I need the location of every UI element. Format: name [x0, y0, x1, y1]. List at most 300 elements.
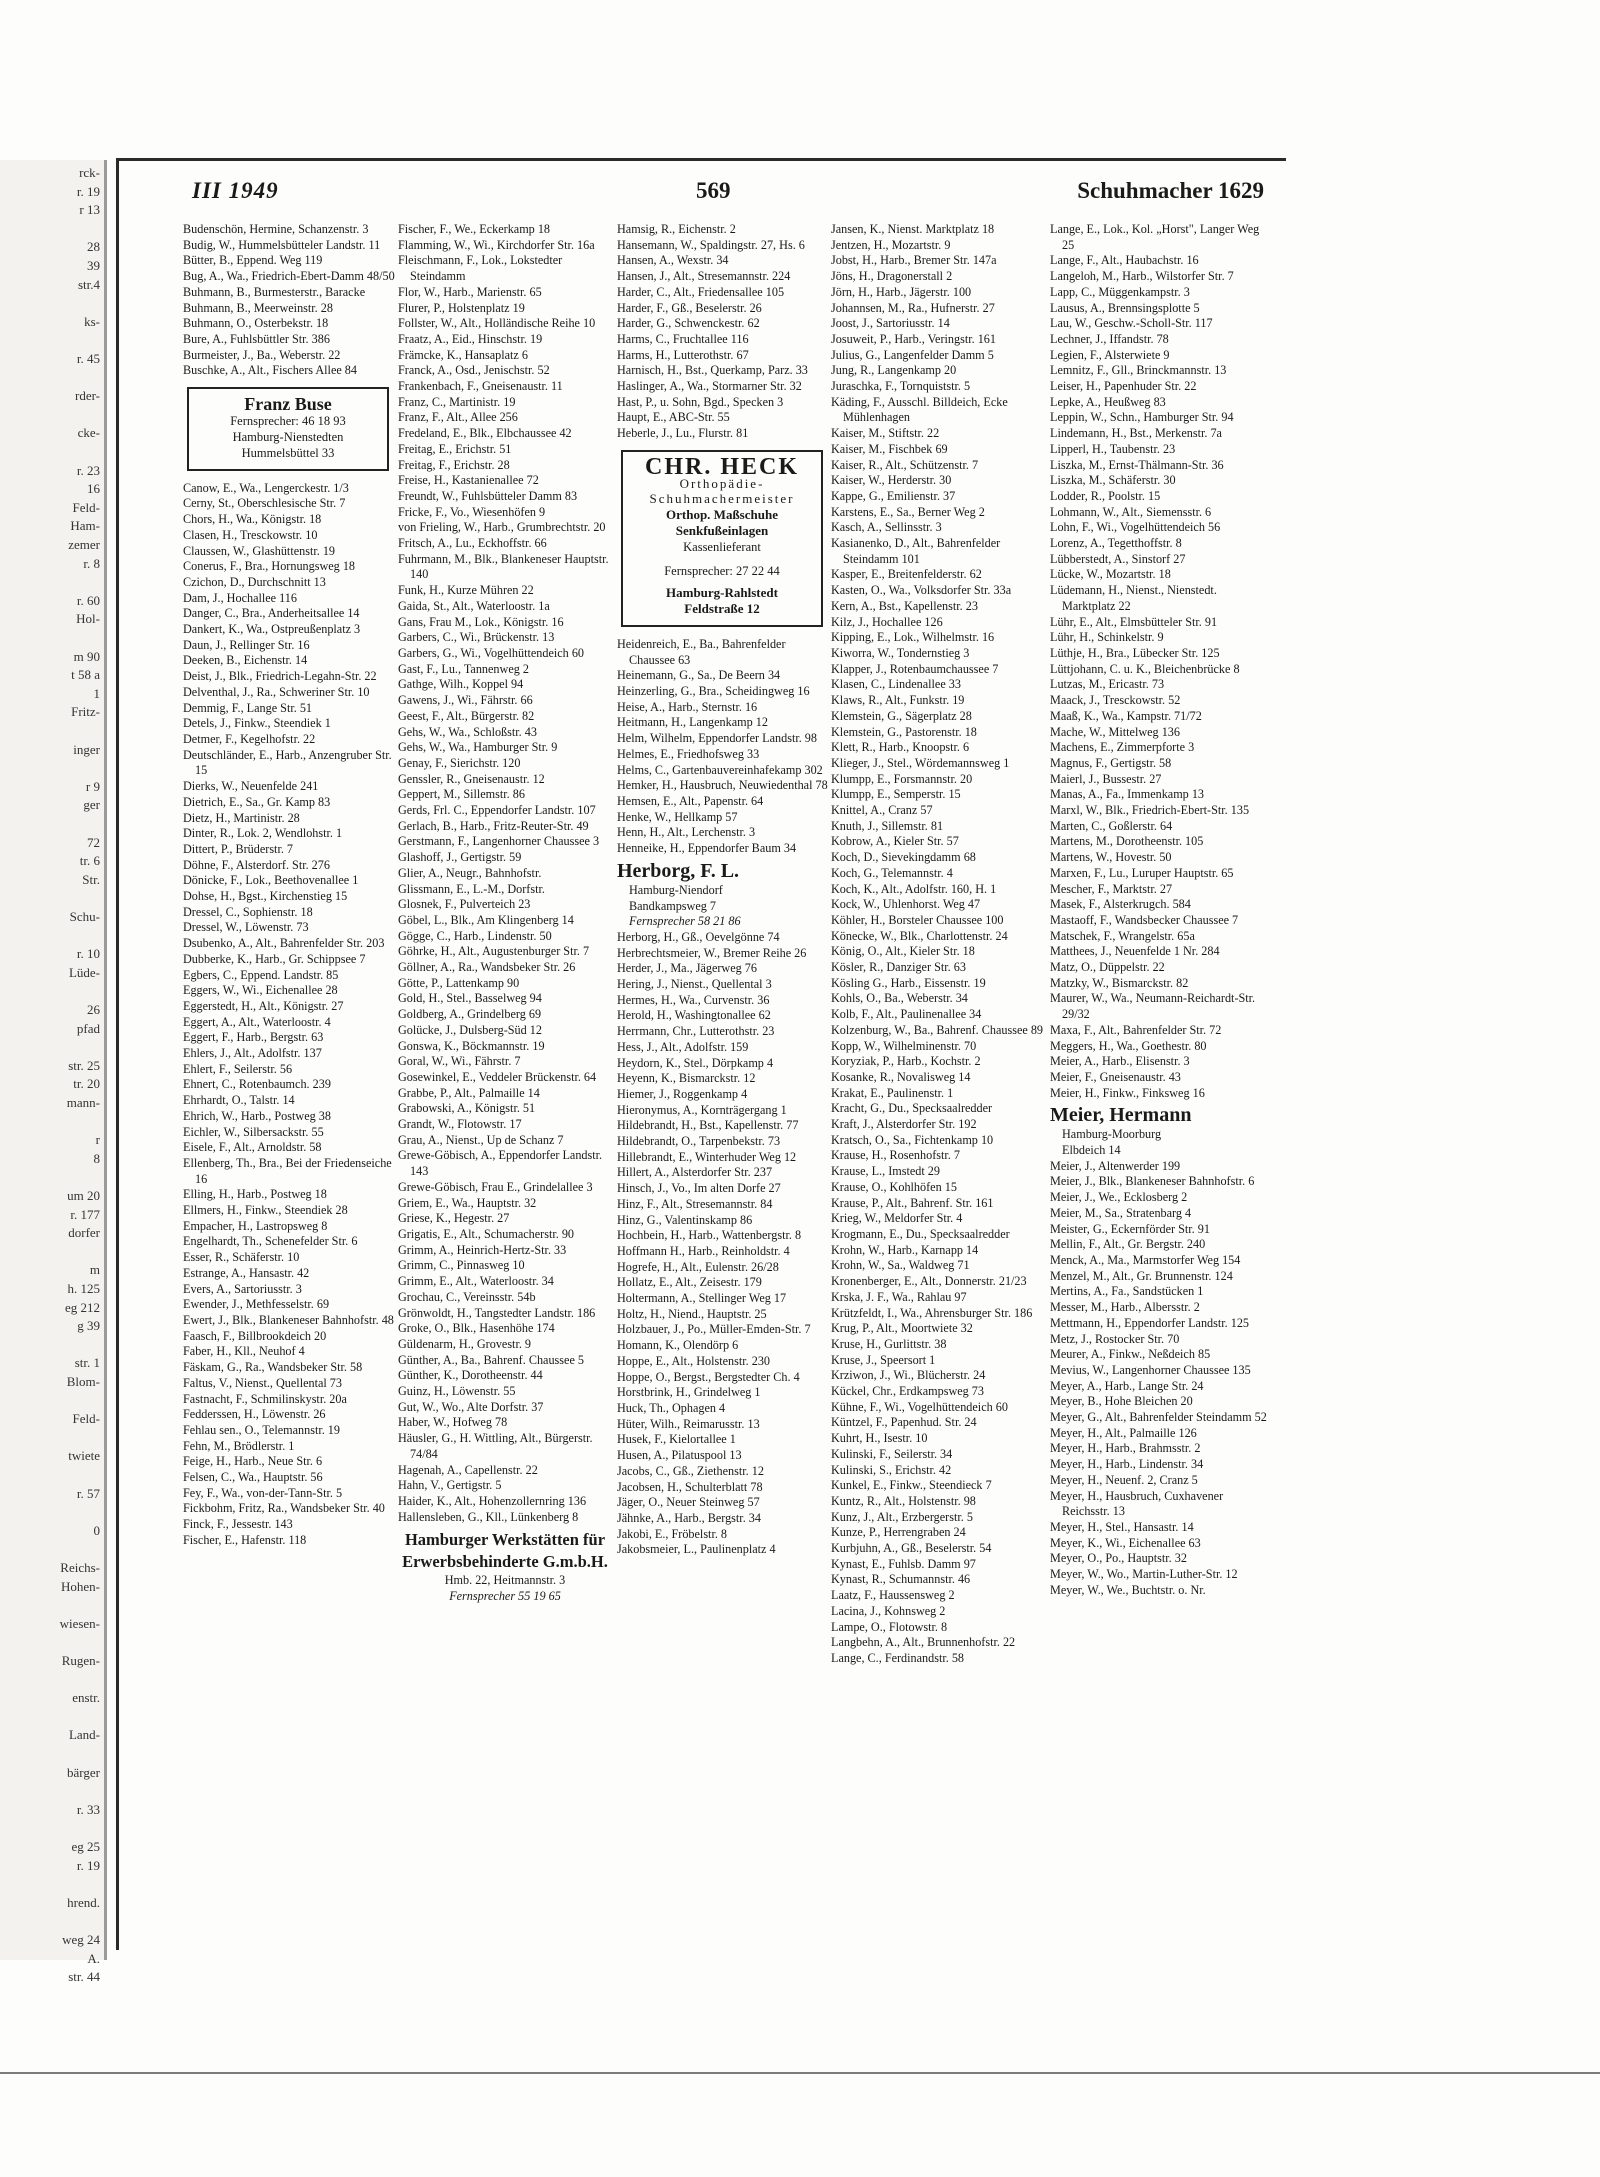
directory-entry: Haber, W., Hofweg 78	[398, 1415, 508, 1430]
directory-entry: Hinz, G., Valentinskamp 86	[617, 1212, 753, 1227]
directory-entry: Garbers, G., Wi., Vogelhüttendeich 60	[398, 645, 585, 660]
ad-address: Hamburg-Rahlstedt	[666, 584, 778, 600]
directory-entry: Martens, W., Hovestr. 50	[1050, 850, 1172, 865]
directory-entry: Matzky, W., Bismarckstr. 82	[1050, 975, 1189, 990]
directory-entry: Meyer, B., Hohe Bleichen 20	[1050, 1394, 1193, 1409]
advertisement-franz-buse	[187, 387, 389, 471]
directory-entry: Clasen, H., Tresckowstr. 10	[183, 527, 318, 542]
page-frame-top	[118, 158, 1286, 161]
directory-entry: Burmeister, J., Ba., Weberstr. 22	[183, 347, 341, 362]
directory-entry: Klapper, J., Rotenbaumchaussee 7	[831, 661, 999, 676]
directory-entry: Kasianenko, D., Alt., Bahrenfelder Steindamm 101	[831, 536, 1001, 566]
directory-entry: Leppin, W., Schn., Hamburger Str. 94	[1050, 410, 1234, 425]
directory-entry: Maierl, J., Bussestr. 27	[1050, 771, 1162, 786]
directory-entry: Delventhal, J., Ra., Schweriner Str. 10	[183, 684, 370, 699]
directory-entry: Bütter, B., Eppend. Weg 119	[183, 253, 323, 268]
directory-entry: Leiser, H., Papenhuder Str. 22	[1050, 379, 1197, 394]
werkstaetten-address: Hmb. 22, Heitmannstr. 3	[444, 1573, 566, 1588]
featured-name-herborg: Herborg, F. L.	[617, 859, 740, 882]
left-page-fragment: str. 1	[74, 1355, 100, 1371]
directory-entry: Grimm, A., Heinrich-Hertz-Str. 33	[398, 1242, 567, 1257]
left-page-fragment: inger	[73, 741, 100, 757]
left-page-fragment: Feld-	[72, 499, 100, 515]
directory-entry: Dam, J., Hochallee 116	[183, 590, 297, 605]
left-page-fragment: 39	[87, 258, 100, 273]
directory-entry: Krause, L., Imstedt 29	[831, 1164, 940, 1179]
directory-entry: Lange, E., Lok., Kol. „Horst", Langer Weg 25	[1050, 222, 1260, 252]
featured-info: Elbdeich 14	[1062, 1143, 1121, 1158]
left-page-fragment: m 90	[73, 648, 100, 664]
column-1	[183, 222, 397, 1962]
directory-entry: Freundt, W., Fuhlsbütteler Damm 83	[398, 488, 578, 503]
entry-list	[617, 222, 831, 442]
directory-entry: Lüttjohann, C. u. K., Bleichenbrücke 8	[1050, 661, 1240, 676]
directory-entry: Kern, A., Bst., Kapellenstr. 23	[831, 598, 978, 613]
directory-entry: Freitag, E., Erichstr. 51	[398, 441, 512, 456]
directory-entry: Henn, H., Alt., Lerchenstr. 3	[617, 825, 756, 840]
directory-entry: Eggert, A., Alt., Waterloostr. 4	[183, 1014, 331, 1029]
directory-entry: Kaiser, R., Alt., Schützenstr. 7	[831, 457, 979, 472]
directory-entry: Marxl, W., Blk., Friedrich-Ebert-Str. 135	[1050, 803, 1250, 818]
directory-entry: Meier, J., We., Ecklosberg 2	[1050, 1190, 1188, 1205]
directory-entry: Gosewinkel, E., Veddeler Brückenstr. 64	[398, 1069, 597, 1084]
left-page-fragment: r. 177	[70, 1206, 100, 1222]
directory-entry: Meier, M., Sa., Stratenbarg 4	[1050, 1205, 1192, 1220]
directory-entry: Frankenbach, F., Gneisenaustr. 11	[398, 379, 563, 394]
directory-entry: Hoppe, E., Alt., Holstenstr. 230	[617, 1353, 771, 1368]
directory-entry: Mescher, F., Marktstr. 27	[1050, 881, 1173, 896]
directory-entry: Kasten, O., Wa., Volksdorfer Str. 33a	[831, 583, 1012, 598]
directory-entry: Karstens, E., Sa., Berner Weg 2	[831, 504, 985, 519]
directory-entry: Glashoff, J., Gertigstr. 59	[398, 850, 522, 865]
directory-entry: Hermes, H., Wa., Curvenstr. 36	[617, 992, 770, 1007]
directory-entry: Jansen, K., Nienst. Marktplatz 18	[831, 222, 995, 236]
directory-entry: Günther, A., Ba., Bahrenf. Chaussee 5	[398, 1352, 585, 1367]
directory-entry: Henke, W., Hellkamp 57	[617, 809, 738, 824]
column-2	[398, 222, 612, 1962]
directory-entry: Lorenz, A., Tegetthoffstr. 8	[1050, 536, 1182, 551]
directory-entry: Grochau, C., Vereinsstr. 54b	[398, 1289, 536, 1304]
directory-entry: Ellmers, H., Finkw., Steendiek 28	[183, 1203, 348, 1218]
ad-subtitle: Schuhmachermeister	[649, 491, 795, 507]
directory-entry: Meyer, A., Harb., Lange Str. 24	[1050, 1378, 1204, 1393]
left-page-fragment: enstr.	[72, 1690, 100, 1706]
directory-entry: Koch, D., Sievekingdamm 68	[831, 850, 976, 865]
directory-entry: Lau, W., Geschw.-Scholl-Str. 117	[1050, 316, 1213, 331]
directory-entry: Kolzenburg, W., Ba., Bahrenf. Chaussee 89	[831, 1022, 1044, 1037]
directory-entry: Glosnek, F., Pulverteich 23	[398, 897, 531, 912]
directory-entry: Deeken, B., Eichenstr. 14	[183, 653, 308, 668]
page-frame-left	[116, 158, 119, 1950]
left-page-fragment: bärger	[67, 1764, 100, 1780]
directory-entry: Hansen, J., Alt., Stresemannstr. 224	[617, 269, 791, 284]
left-page-fragment: Blom-	[66, 1374, 100, 1389]
directory-entry: Kipping, E., Lok., Wilhelmstr. 16	[831, 630, 995, 645]
featured-info: Hamburg-Niendorf	[629, 882, 723, 897]
directory-entry: Goldberg, A., Grindelberg 69	[398, 1007, 542, 1022]
directory-entry: Lühr, H., Schinkelstr. 9	[1050, 630, 1164, 645]
directory-entry: Flamming, W., Wi., Kirchdorfer Str. 16a	[398, 237, 595, 252]
directory-entry: Bug, A., Wa., Friedrich-Ebert-Damm 48/50	[183, 269, 395, 284]
left-page-fragment: t 58 a	[71, 667, 100, 683]
directory-entry: Ehnert, C., Rotenbaumch. 239	[183, 1077, 331, 1092]
directory-entry: Elling, H., Harb., Postweg 18	[183, 1187, 327, 1202]
directory-entry: Maaß, K., Wa., Kampstr. 71/72	[1050, 708, 1202, 723]
directory-entry: Flurer, P., Holstenplatz 19	[398, 300, 525, 315]
left-page-fragment: r 9	[85, 778, 100, 794]
directory-entry: Gerds, Frl. C., Eppendorfer Landstr. 107	[398, 803, 596, 818]
left-page-fragment: Ham-	[70, 518, 100, 534]
directory-entry: Mache, W., Mittelweg 136	[1050, 724, 1180, 739]
directory-entry: Kilz, J., Hochallee 126	[831, 614, 943, 629]
left-page-fragment: dorfer	[68, 1225, 100, 1241]
directory-entry: Kunkel, E., Finkw., Steendieck 7	[831, 1478, 992, 1493]
directory-entry: Eisele, F., Alt., Arnoldstr. 58	[183, 1140, 322, 1155]
directory-entry: Hinz, F., Alt., Stresemannstr. 84	[617, 1196, 773, 1211]
directory-entry: Fredeland, E., Blk., Elbchaussee 42	[398, 426, 572, 441]
directory-entry: Funk, H., Kurze Mühren 22	[398, 583, 534, 598]
left-page-fragment: rck-	[79, 165, 100, 180]
directory-entry: Krohn, W., Sa., Waldweg 71	[831, 1258, 970, 1273]
directory-entry: Lapp, C., Müggenkampstr. 3	[1050, 284, 1190, 299]
header-page-number: 569	[696, 178, 731, 203]
directory-entry: Hamsig, R., Eichenstr. 2	[617, 222, 736, 236]
directory-entry: Eichler, W., Silbersackstr. 55	[183, 1124, 324, 1139]
ad-service: Senkfußeinlagen	[675, 522, 769, 538]
directory-entry: Grimm, E., Alt., Waterloostr. 34	[398, 1274, 554, 1289]
featured-phone: Fernsprecher 58 21 86	[629, 914, 741, 929]
left-page-fragment: A.	[87, 1950, 100, 1966]
column-3	[617, 222, 831, 1962]
directory-entry: Golücke, J., Dulsberg-Süd 12	[398, 1022, 542, 1037]
directory-entry: Daun, J., Rellinger Str. 16	[183, 637, 310, 652]
directory-entry: Krogmann, E., Du., Specksaalredder	[831, 1227, 1010, 1241]
directory-entry: Hollatz, E., Alt., Zeisestr. 179	[617, 1275, 762, 1290]
directory-entry: Meurer, A., Finkw., Neßdeich 85	[1050, 1347, 1211, 1362]
directory-entry: Harder, G., Schwenckestr. 62	[617, 316, 760, 331]
left-page-fragment: g 39	[77, 1318, 100, 1334]
header-section-title: Schuhmacher 1629	[1077, 178, 1264, 203]
directory-entry: Fäskam, G., Ra., Wandsbeker Str. 58	[183, 1360, 363, 1375]
directory-entry: Homann, K., Olendörp 6	[617, 1338, 739, 1353]
directory-entry: Langbehn, A., Alt., Brunnenhofstr. 22	[831, 1635, 1016, 1650]
directory-entry: Bure, A., Fuhlsbüttler Str. 386	[183, 331, 330, 346]
left-page-fragment: Fritz-	[71, 704, 100, 720]
directory-entry: Kruse, H., Gurlittstr. 38	[831, 1336, 947, 1351]
directory-entry: Göllner, A., Ra., Wandsbeker Str. 26	[398, 960, 576, 975]
directory-entry: Mellin, F., Alt., Gr. Bergstr. 240	[1050, 1237, 1206, 1252]
directory-entry: Krohn, W., Harb., Karnapp 14	[831, 1242, 979, 1257]
left-page-fragment: r 13	[79, 202, 100, 218]
directory-entry: Geppert, M., Sillemstr. 86	[398, 787, 525, 802]
directory-entry: Klieger, J., Stel., Wördemannsweg 1	[831, 755, 1010, 770]
directory-entry: Kappe, G., Emilienstr. 37	[831, 488, 956, 503]
directory-entry: Finck, F., Jessestr. 143	[183, 1517, 293, 1532]
left-page-fragment: r. 33	[76, 1801, 100, 1817]
directory-entry: Hiemer, J., Roggenkamp 4	[617, 1086, 748, 1101]
directory-entry: Detels, J., Finkw., Steendiek 1	[183, 716, 331, 731]
left-page-fragment: pfad	[76, 1020, 100, 1036]
left-page-fragment: 72	[87, 834, 100, 850]
directory-entry: Fastnacht, F., Schmilinskystr. 20a	[183, 1391, 347, 1406]
directory-entry: Ellenberg, Th., Bra., Bei der Friedenseiche 16	[183, 1155, 392, 1186]
directory-entry: Günther, K., Dorotheenstr. 44	[398, 1368, 543, 1383]
directory-entry: Koch, G., Telemannstr. 4	[831, 865, 953, 880]
directory-entry: Köhler, H., Borsteler Chaussee 100	[831, 912, 1004, 927]
directory-entry: Hinsch, J., Vo., Im alten Dorfe 27	[617, 1181, 781, 1196]
directory-entry: Deutschländer, E., Harb., Anzengruber Str. 15	[183, 747, 392, 778]
left-page-fragment: mann-	[66, 1095, 100, 1110]
left-page-fragment: ger	[83, 797, 100, 813]
directory-entry: Matthees, J., Neuenfelde 1 Nr. 284	[1050, 944, 1220, 959]
directory-entry: Meyer, H., Harb., Lindenstr. 34	[1050, 1457, 1204, 1472]
directory-entry: Horstbrink, H., Grindelweg 1	[617, 1385, 761, 1400]
directory-entry: Laatz, F., Haussensweg 2	[831, 1588, 955, 1603]
werkstaetten-name: Hamburger Werkstätten für Erwerbsbehinderte G.m.b.H.	[402, 1530, 608, 1572]
directory-entry: Haupt, E., ABC-Str. 55	[617, 410, 730, 425]
directory-entry: Masek, F., Alsterkrugch. 584	[1050, 897, 1191, 912]
directory-entry: Jähnke, A., Harb., Bergstr. 34	[617, 1510, 761, 1525]
directory-entry: Joost, J., Sartoriusstr. 14	[831, 316, 950, 331]
left-page-fragment: r. 10	[76, 946, 100, 962]
entry-list	[617, 930, 831, 1558]
directory-entry: Krützfeldt, I., Wa., Ahrensburger Str. 186	[831, 1305, 1033, 1320]
directory-entry: Gehs, W., Wa., Schloßstr. 43	[398, 724, 537, 739]
directory-entry: Julius, G., Langenfelder Damm 5	[831, 347, 994, 362]
directory-entry: Genssler, R., Gneisenaustr. 12	[398, 771, 545, 786]
directory-entry: Freitag, F., Erichstr. 28	[398, 457, 510, 472]
directory-entry: Lutzas, M., Ericastr. 73	[1050, 677, 1165, 692]
directory-entry: Kunze, P., Herrengraben 24	[831, 1525, 966, 1540]
directory-entry: Gast, F., Lu., Tannenweg 2	[398, 661, 529, 676]
directory-entry: Harder, C., Alt., Friedensallee 105	[617, 284, 785, 299]
directory-entry: Fritsch, A., Lu., Eckhoffstr. 66	[398, 536, 547, 551]
scan-bottom-edge	[0, 2072, 1600, 2074]
directory-entry: Martens, M., Dorotheenstr. 105	[1050, 834, 1204, 849]
directory-entry: Dietz, H., Martinistr. 28	[183, 810, 300, 825]
directory-entry: Döhne, F., Alsterdorf. Str. 276	[183, 857, 330, 872]
directory-entry: Matz, O., Düppelstr. 22	[1050, 960, 1165, 975]
directory-entry: Klemstein, G., Pastorenstr. 18	[831, 724, 977, 739]
directory-entry: Kurbjuhn, A., Gß., Beselerstr. 54	[831, 1541, 992, 1556]
directory-entry: Guinz, H., Löwenstr. 55	[398, 1384, 516, 1399]
directory-entry: Lohmann, W., Alt., Siemensstr. 6	[1050, 504, 1212, 519]
directory-entry: Herder, J., Ma., Jägerweg 76	[617, 961, 757, 976]
directory-entry: Lepke, A., Heußweg 83	[1050, 394, 1166, 409]
directory-entry: Meyer, O., Po., Hauptstr. 32	[1050, 1551, 1187, 1566]
directory-entry: Lühr, E., Alt., Elmsbütteler Str. 91	[1050, 614, 1218, 629]
page-header	[186, 172, 1264, 210]
directory-entry: König, O., Alt., Kieler Str. 18	[831, 944, 975, 959]
directory-entry: Kratsch, O., Sa., Fichtenkamp 10	[831, 1132, 994, 1147]
directory-entry: Lüdemann, H., Nienst., Nienstedt. Marktplatz 22	[1050, 583, 1217, 613]
entry-list	[183, 481, 397, 1549]
directory-entry: Kynast, R., Schumannstr. 46	[831, 1572, 971, 1587]
directory-entry: Fraatz, A., Eid., Hinschstr. 19	[398, 331, 543, 346]
left-page-fragment: str. 44	[68, 1969, 100, 1985]
directory-entry: Gerlach, B., Harb., Fritz-Reuter-Str. 49	[398, 818, 589, 833]
directory-entry: Langeloh, M., Harb., Wilstorfer Str. 7	[1050, 269, 1234, 284]
directory-entry: Kaiser, W., Herderstr. 30	[831, 473, 952, 488]
directory-entry: Dinter, R., Lok. 2, Wendlohstr. 1	[183, 826, 343, 841]
directory-entry: Ehlert, F., Seilerstr. 56	[183, 1061, 293, 1076]
directory-entry: Kracht, G., Du., Specksaalredder	[831, 1101, 993, 1116]
directory-entry: Fehn, M., Brödlerstr. 1	[183, 1438, 295, 1453]
left-page-fragment: 8	[93, 1150, 100, 1166]
directory-entry: Hahn, V., Gertigstr. 5	[398, 1478, 502, 1493]
directory-entry: Hansemann, W., Spaldingstr. 27, Hs. 6	[617, 237, 805, 252]
left-page-fragment: wiesen-	[59, 1615, 100, 1631]
directory-entry: Meyer, G., Alt., Bahrenfelder Steindamm 52	[1050, 1410, 1267, 1425]
directory-entry: Meyer, H., Harb., Brahmsstr. 2	[1050, 1441, 1201, 1456]
directory-entry: Josuweit, P., Harb., Veringstr. 161	[831, 331, 996, 346]
left-page-fragment: r. 19	[76, 183, 100, 199]
directory-entry: Dietrich, E., Sa., Gr. Kamp 83	[183, 794, 331, 809]
werkstaetten-phone: Fernsprecher 55 19 65	[449, 1589, 561, 1604]
directory-entry: Ehrich, W., Harb., Postweg 38	[183, 1108, 331, 1123]
directory-entry: Lange, F., Alt., Haubachstr. 16	[1050, 253, 1199, 268]
directory-entry: Meier, A., Harb., Elisenstr. 3	[1050, 1054, 1190, 1069]
directory-entry: Haslinger, A., Wa., Stormarner Str. 32	[617, 379, 802, 394]
directory-entry: Göbel, L., Blk., Am Klingenberg 14	[398, 912, 574, 927]
directory-entry: Deist, J., Blk., Friedrich-Legahn-Str. 22	[183, 669, 377, 684]
left-page-fragment: r. 45	[76, 351, 100, 366]
directory-entry: Buhmann, O., Osterbekstr. 18	[183, 316, 329, 331]
directory-entry: Gaida, St., Alt., Waterloostr. 1a	[398, 598, 550, 613]
directory-entry: Garbers, C., Wi., Brückenstr. 13	[398, 630, 555, 645]
directory-entry: Hess, J., Alt., Adolfstr. 159	[617, 1039, 749, 1054]
directory-entry: Fischer, F., We., Eckerkamp 18	[398, 222, 551, 236]
directory-entry: Mastaoff, F., Wandsbecker Chaussee 7	[1050, 912, 1239, 927]
left-page-fragment: r. 60	[76, 592, 100, 608]
directory-entry: Glier, A., Neugr., Bahnhofstr.	[398, 865, 542, 880]
column-5	[1050, 222, 1272, 1962]
directory-entry: Heberle, J., Lu., Flurstr. 81	[617, 426, 749, 441]
directory-entry: Lindemann, H., Bst., Merkenstr. 7a	[1050, 426, 1222, 441]
directory-entry: Husek, F., Kielortallee 1	[617, 1432, 736, 1447]
directory-entry: Hansen, A., Wexstr. 34	[617, 253, 729, 268]
directory-entry: Dsubenko, A., Alt., Bahrenfelder Str. 203	[183, 936, 385, 951]
directory-entry: Jentzen, H., Mozartstr. 9	[831, 237, 951, 252]
left-page-fragment: twiete	[68, 1448, 100, 1464]
featured-info: Hamburg-Moorburg	[1062, 1127, 1162, 1142]
entry-list	[617, 637, 831, 857]
directory-entry: Jakobi, E., Fröbelstr. 8	[617, 1526, 728, 1541]
entry-list	[1050, 1159, 1272, 1599]
directory-entry: Freise, H., Kastanienallee 72	[398, 473, 539, 488]
directory-entry: Jäger, O., Neuer Steinweg 57	[617, 1495, 760, 1510]
directory-entry: Mertins, A., Fa., Sandstücken 1	[1050, 1284, 1204, 1299]
directory-entry: Meier, F., Gneisenaustr. 43	[1050, 1069, 1181, 1084]
directory-entry: Hallensleben, G., Kll., Lünkenberg 8	[398, 1509, 579, 1524]
directory-entry: Feige, H., Harb., Neue Str. 6	[183, 1454, 323, 1469]
directory-entry: Fricke, F., Vo., Wiesenhöfen 9	[398, 504, 546, 519]
column-4	[831, 222, 1045, 1962]
directory-entry: Meyer, H., Neuenf. 2, Cranz 5	[1050, 1472, 1198, 1487]
directory-entry: Holtz, H., Niend., Hauptstr. 25	[617, 1306, 767, 1321]
directory-entry: Demmig, F., Lange Str. 51	[183, 700, 313, 715]
directory-entry: Jung, R., Langenkamp 20	[831, 363, 957, 378]
directory-entry: Kaiser, M., Stiftstr. 22	[831, 426, 940, 441]
directory-entry: Meyer, K., Wi., Eichenallee 63	[1050, 1535, 1201, 1550]
directory-entry: Fickbohm, Fritz, Ra., Wandsbeker Str. 40	[183, 1501, 385, 1516]
directory-entry: Empacher, H., Lastropsweg 8	[183, 1218, 328, 1233]
directory-entry: Hildebrandt, O., Tarpenbekstr. 73	[617, 1134, 781, 1149]
directory-entry: Kock, W., Uhlenhorst. Weg 47	[831, 897, 981, 912]
directory-entry: Heidenreich, E., Ba., Bahrenfelder Chaussee 63	[617, 636, 786, 667]
directory-entry: Kobrow, A., Kieler Str. 57	[831, 834, 959, 849]
directory-entry: Grewe-Göbisch, A., Eppendorfer Landstr. 143	[398, 1148, 603, 1179]
directory-entry: Lücke, W., Mozartstr. 18	[1050, 567, 1171, 582]
directory-entry: Klasen, C., Lindenallee 33	[831, 677, 961, 692]
left-page-fragment: ks-	[84, 313, 100, 329]
directory-entry: Fedderssen, H., Löwenstr. 26	[183, 1407, 326, 1422]
directory-entry: Kasper, E., Breitenfelderstr. 62	[831, 567, 982, 582]
directory-entry: Johannsen, M., Ra., Hufnerstr. 27	[831, 300, 995, 315]
directory-entry: Grönwoldt, H., Tangstedter Landstr. 186	[398, 1305, 596, 1320]
directory-entry: Franz, F., Alt., Allee 256	[398, 410, 518, 425]
directory-entry: Goral, W., Wi., Fährstr. 7	[398, 1054, 521, 1069]
advertisement-chr-heck	[621, 450, 823, 627]
directory-entry: Chors, H., Wa., Königstr. 18	[183, 512, 322, 527]
ad-name: Franz Buse	[244, 394, 332, 415]
directory-entry: Dubberke, K., Harb., Gr. Schippsee 7	[183, 951, 366, 966]
directory-entry: Detmer, F., Kegelhofstr. 22	[183, 731, 316, 746]
left-page-fragment: eg 212	[64, 1299, 100, 1315]
directory-entry: Klett, R., Harb., Knoopstr. 6	[831, 740, 970, 755]
directory-entry: Canow, E., Wa., Lengerckestr. 1/3	[183, 480, 349, 495]
directory-entry: Grewe-Göbisch, Frau E., Grindelallee 3	[398, 1179, 593, 1194]
directory-entry: Gehs, W., Wa., Hamburger Str. 9	[398, 740, 558, 755]
left-page-fragment: 28	[87, 239, 100, 255]
directory-entry: Lohn, F., Wi., Vogelhüttendeich 56	[1050, 520, 1221, 535]
directory-entry: Dohse, H., Bgst., Kirchenstieg 15	[183, 889, 348, 904]
directory-entry: Buhmann, B., Meerweinstr. 28	[183, 300, 333, 315]
left-page-fragment: eg 25	[71, 1839, 100, 1854]
directory-entry: Jacobsen, H., Schulterblatt 78	[617, 1479, 763, 1494]
directory-entry: Husen, A., Pilatuspool 13	[617, 1448, 742, 1463]
directory-entry: Klumpp, E., Semperstr. 15	[831, 787, 961, 802]
directory-entry: Mettmann, H., Eppendorfer Landstr. 125	[1050, 1315, 1250, 1330]
directory-entry: Mevius, W., Langenhorner Chaussee 135	[1050, 1362, 1251, 1377]
directory-entry: Jörn, H., Harb., Jägerstr. 100	[831, 284, 972, 299]
directory-entry: Engelhardt, Th., Schenefelder Str. 6	[183, 1234, 358, 1249]
directory-entry: Herborg, H., Gß., Oevelgönne 74	[617, 929, 780, 944]
directory-entry: Gawens, J., Wi., Fährstr. 66	[398, 693, 533, 708]
directory-entry: Buschke, A., Alt., Fischers Allee 84	[183, 363, 357, 378]
directory-entry: Kuhrt, H., Isestr. 10	[831, 1431, 928, 1446]
directory-entry: Käding, F., Ausschl. Billdeich, Ecke Mühlenhagen	[831, 394, 1008, 425]
directory-entry: Budenschön, Hermine, Schanzenstr. 3	[183, 222, 369, 236]
directory-entry: Kopp, W., Wilhelminenstr. 70	[831, 1038, 977, 1053]
directory-entry: Hieronymus, A., Kornträgergang 1	[617, 1102, 787, 1117]
directory-entry: von Frieling, W., Harb., Grumbrechtstr. 20	[398, 520, 606, 535]
directory-entry: Hillert, A., Alsterdorfer Str. 237	[617, 1165, 773, 1180]
directory-entry: Lüthje, H., Bra., Lübecker Str. 125	[1050, 645, 1220, 660]
directory-entry: Hillebrandt, E., Winterhuder Weg 12	[617, 1149, 797, 1164]
directory-entry: Ehrhardt, O., Talstr. 14	[183, 1093, 295, 1108]
left-page-fragment: r	[95, 1132, 100, 1148]
left-page-fragment: Land-	[68, 1727, 100, 1743]
directory-entry: Hemker, H., Hausbruch, Neuwiedenthal 78	[617, 778, 828, 793]
directory-entry: Henneike, H., Eppendorfer Baum 34	[617, 841, 797, 856]
directory-entry: Maurer, W., Wa., Neumann-Reichardt-Str. 29/32	[1050, 991, 1256, 1022]
directory-entry: Marxen, F., Lu., Luruper Hauptstr. 65	[1050, 865, 1234, 880]
directory-entry: Follster, W., Alt., Holländische Reihe 10	[398, 316, 596, 331]
ad-subtitle: Orthopädie-	[679, 475, 765, 491]
directory-entry: Hochbein, H., Harb., Wattenbergstr. 8	[617, 1228, 802, 1243]
directory-entry: Maxa, F., Alt., Bahrenfelder Str. 72	[1050, 1022, 1222, 1037]
